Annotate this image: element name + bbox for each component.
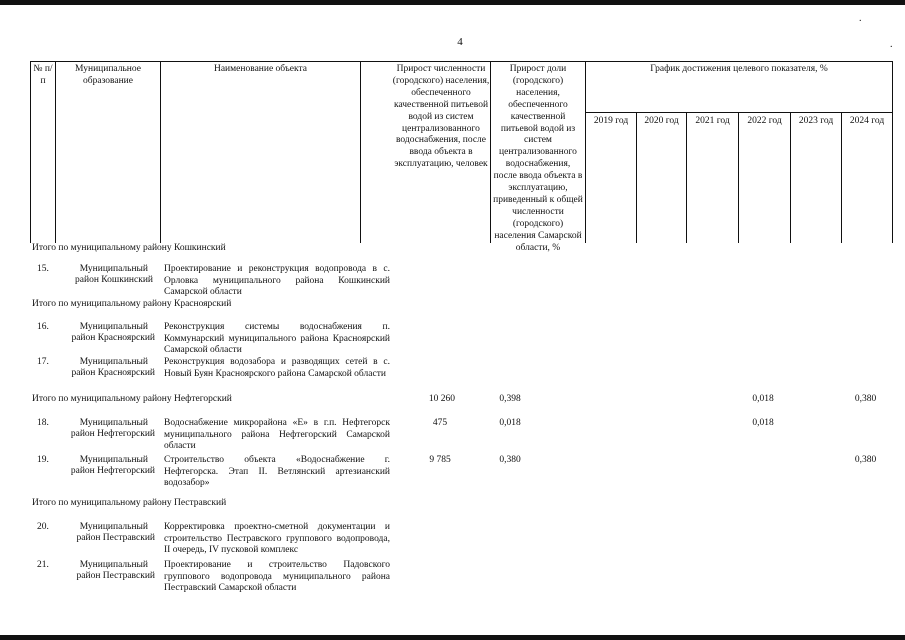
total-2024-value: 0,380	[854, 394, 877, 404]
header-schedule: График достижения целевого показателя, %	[650, 64, 828, 74]
header-year-2024: 2024 год	[849, 116, 885, 126]
row-population-growth: 9 785	[429, 455, 451, 465]
row-municipality: Муниципальный	[79, 455, 148, 465]
row-object-name: Проектирование и реконструкция водопровода в с. Орловка муниципального района Кошкинский Самарской области	[164, 264, 390, 297]
row-number: 18.	[37, 418, 49, 428]
row-number: 15.	[37, 264, 49, 274]
total-row-pestravka: Итого по муниципальному району Пестравский	[32, 498, 227, 508]
page-number: 4	[457, 36, 463, 48]
row-2022-value: 0,018	[752, 418, 774, 428]
row-municipality: Муниципальный	[79, 560, 148, 570]
total-row-koshki: Итого по муниципальному району Кошкинский	[32, 243, 226, 253]
top-border	[0, 0, 905, 5]
header-year-2022: 2022 год	[747, 116, 782, 126]
row-municipality: район Нефтегорский	[70, 429, 155, 439]
total-population-growth: 10 260	[428, 394, 455, 404]
row-population-growth: 475	[432, 418, 448, 428]
bottom-border	[0, 635, 905, 640]
row-municipality: район Пестравский	[76, 571, 155, 581]
total-2022-value: 0,018	[752, 394, 774, 404]
row-object-name: Реконструкция водозабора и разводящих сетей в с. Новый Буян Красноярского района Самарской области	[164, 357, 390, 379]
row-number: 16.	[37, 322, 49, 332]
row-municipality: Муниципальный	[79, 418, 148, 428]
total-row-krasnoyarsk: Итого по муниципальному району Красноярский	[32, 299, 232, 309]
header-year-2020: 2020 год	[644, 116, 679, 126]
row-object-name: Корректировка проектно-сметной документации и строительство Пестравского группового водопровода, II очередь, IV пусковой комплекс	[164, 522, 390, 555]
row-municipality: район Нефтегорский	[70, 466, 155, 476]
row-municipality: Муниципальный	[79, 322, 148, 332]
row-share-growth: 0,018	[499, 418, 521, 428]
total-row-neftegorsk: Итого по муниципальному району Нефтегорский	[32, 394, 232, 404]
row-municipality: Муниципальный	[79, 357, 148, 367]
scan-speck: .	[890, 39, 893, 50]
row-number: 21.	[37, 560, 49, 570]
row-object-name: Проектирование и строительство Падовского группового водопровода муниципального района Пестравский Самарской области	[164, 560, 390, 593]
row-municipality: район Красноярский	[71, 333, 155, 343]
scan-speck: .	[859, 13, 862, 24]
header-year-2021: 2021 год	[695, 116, 730, 126]
row-number: 17.	[37, 357, 49, 367]
row-municipality: район Кошкинский	[75, 275, 153, 285]
header-share-growth: Прирост доли (городского) населения, обеспеченного качественной питьевой водой из систем централизованного водоснабжения, после ввода объекта в эксплуатацию, приведенный к общей численности (городского) населения Самарской области, %	[493, 64, 583, 253]
row-object-name: Реконструкция системы водоснабжения п. Коммунарский муниципального района Красноярский Самарской области	[164, 322, 390, 355]
row-2024-value: 0,380	[854, 455, 877, 465]
total-share-growth: 0,398	[499, 394, 521, 404]
row-municipality: район Красноярский	[71, 368, 155, 378]
row-number: 20.	[37, 522, 49, 532]
row-number: 19.	[37, 455, 49, 465]
row-share-growth: 0,380	[499, 455, 521, 465]
header-year-2023: 2023 год	[798, 116, 834, 126]
row-municipality: Муниципальный	[79, 264, 148, 274]
row-municipality: Муниципальный	[79, 522, 148, 532]
header-number: № п/п	[33, 64, 53, 86]
header-municipality: Муниципальное образование	[75, 64, 141, 86]
header-object-name: Наименование объекта	[213, 64, 307, 74]
row-object-name: Строительство объекта «Водоснабжение г. Нефтегорска. Этап II. Ветлянский артезианский водозабор»	[164, 455, 390, 488]
row-object-name: Водоснабжение микрорайона «Е» в г.п. Нефтегорск муниципального района Нефтегорский Самарской области	[164, 418, 390, 451]
header-population-growth: Прирост численности (городского) населения, обеспеченного качественной питьевой водой из систем централизованного водоснабжения, после ввода объекта в эксплуатацию, человек	[392, 64, 490, 170]
row-municipality: район Пестравский	[76, 533, 155, 543]
header-year-2019: 2019 год	[593, 116, 629, 126]
